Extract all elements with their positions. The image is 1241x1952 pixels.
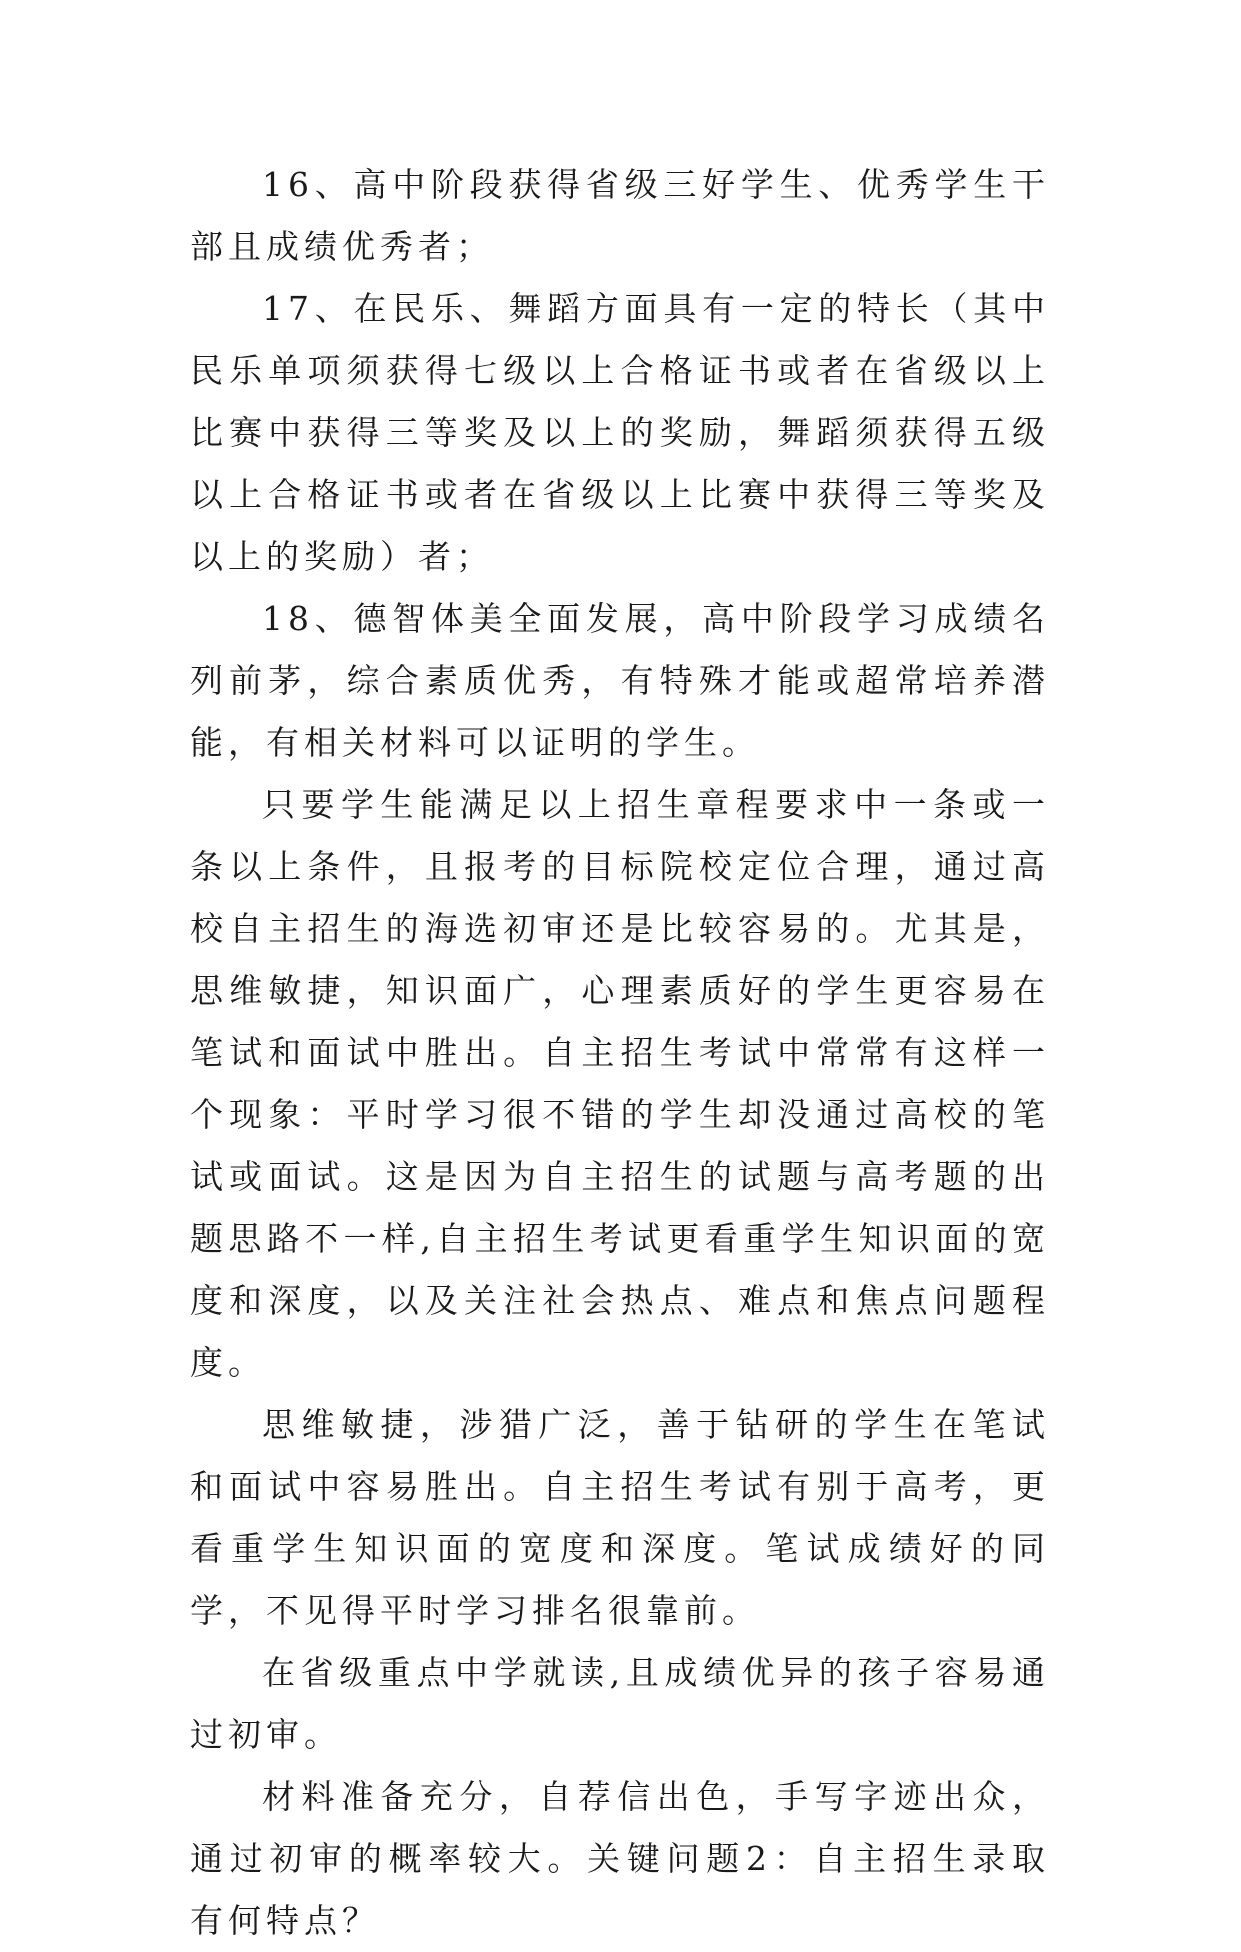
paragraph-18: 18、德智体美全面发展，高中阶段学习成绩名列前茅，综合素质优秀，有特殊才能或超常培养潜能，有相关材料可以证明的学生。 bbox=[190, 599, 1050, 762]
paragraph-admission-conditions: 只要学生能满足以上招生章程要求中一条或一条以上条件，且报考的目标院校定位合理，通过高校自主招生的海选初审还是比较容易的。尤其是，思维敏捷，知识面广，心理素质好的学生更容易在笔试和面试中胜出。自主招生考试中常常有这样一个现象：平时学习很不错的学生却没通过高校的笔试或面试。这是因为自主招生的试题与高考题的出题思路不一样,自主招生考试更看重学生知识面的宽度和深度，以及关注社会热点、难点和焦点问题程度。 bbox=[190, 785, 1050, 1382]
document-body bbox=[190, 154, 1050, 1952]
paragraph-16: 16、高中阶段获得省级三好学生、优秀学生干部且成绩优秀者； bbox=[190, 165, 1050, 266]
paragraph-quick-thinking: 思维敏捷，涉猎广泛，善于钻研的学生在笔试和面试中容易胜出。自主招生考试有别于高考，更看重学生知识面的宽度和深度。笔试成绩好的同学，不见得平时学习排名很靠前。 bbox=[190, 1405, 1050, 1630]
paragraph-materials: 材料准备充分，自荐信出色，手写字迹出众，通过初审的概率较大。关键问题2：自主招生录取有何特点？ bbox=[190, 1777, 1050, 1940]
paragraph-17: 17、在民乐、舞蹈方面具有一定的特长（其中民乐单项须获得七级以上合格证书或者在省级以上比赛中获得三等奖及以上的奖励，舞蹈须获得五级以上合格证书或者在省级以上比赛中获得三等奖及以上的奖励）者； bbox=[190, 289, 1050, 576]
paragraph-key-school: 在省级重点中学就读,且成绩优异的孩子容易通过初审。 bbox=[190, 1653, 1050, 1754]
